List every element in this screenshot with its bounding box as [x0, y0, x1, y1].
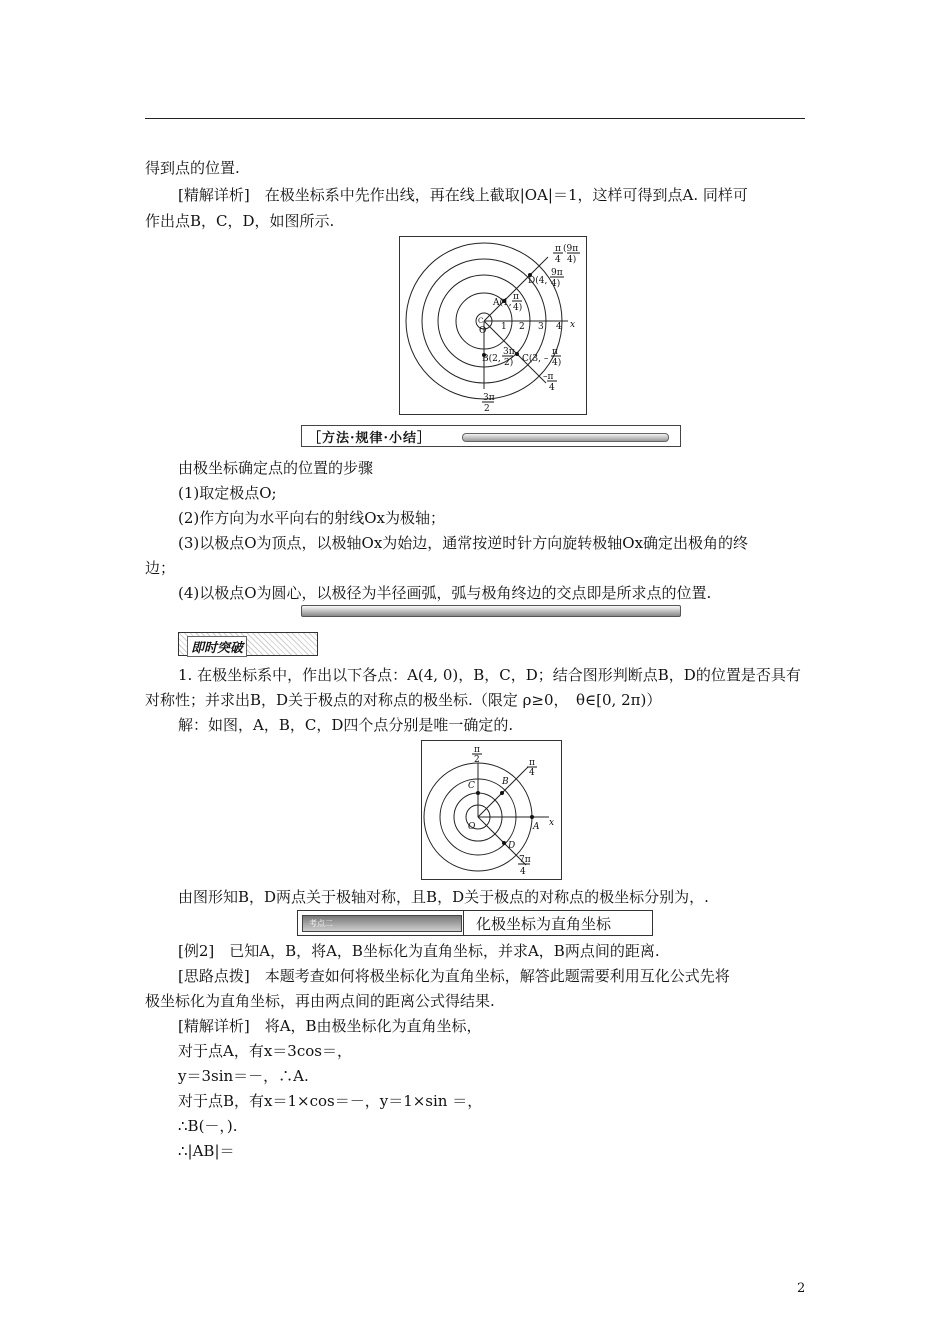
- topic-header-left: [302, 915, 462, 932]
- label-B-den: 2): [504, 358, 514, 368]
- label-D-den: 4): [551, 279, 561, 289]
- topic-header-right: [463, 911, 653, 935]
- label-B: B(2,: [482, 354, 501, 364]
- label-B: B: [502, 777, 509, 787]
- label-O: O: [479, 326, 487, 336]
- tick-2: 2: [519, 322, 525, 332]
- label-C-num: π: [552, 347, 558, 357]
- banner-label: ［方法·规律·小结］: [308, 431, 432, 446]
- label-A-num: π: [513, 292, 519, 302]
- label-pi4-num: π: [555, 244, 561, 254]
- label-C: C(3, –: [522, 354, 549, 364]
- text-line: 边；: [145, 559, 176, 577]
- axis-x: x: [570, 320, 576, 330]
- topic-header: [297, 910, 653, 936]
- text-line: (4)以极点O为圆心，以极径为半径画弧，弧与极角终边的交点即是所求点的位置.: [178, 584, 712, 602]
- label-3pi2-num: 3π: [483, 393, 495, 403]
- label-7pi4-den: 4: [520, 867, 526, 877]
- label-94: (9π: [563, 244, 579, 254]
- label-O: O: [468, 822, 476, 832]
- label-C-den: 4): [552, 358, 562, 368]
- text-line: [精解详析] 将A，B由极坐标化为直角坐标，: [178, 1017, 482, 1035]
- text-line: 极坐标化为直角坐标，再由两点间的距离公式得结果.: [145, 992, 495, 1010]
- tick-3: 3: [538, 322, 544, 332]
- label-B-num: 3π: [503, 347, 515, 357]
- text-line: 得到点的位置.: [145, 159, 240, 177]
- text-line: ∴|AB|＝: [178, 1142, 235, 1160]
- label-D: D(4,: [528, 276, 548, 286]
- label-A: A: [533, 822, 540, 832]
- text-line: ∴B(－，).: [178, 1117, 238, 1135]
- label-C: C: [468, 781, 475, 791]
- label-D-num: 9π: [551, 268, 563, 278]
- label-A: A(1,: [493, 298, 512, 308]
- label-7pi4-num: 7π: [519, 855, 531, 865]
- text-line: (3)以极点O为顶点，以极轴Ox为始边，通常按逆时针方向旋转极轴Ox确定出极角的终: [178, 534, 749, 552]
- text-line: [精解详析] 在极坐标系中先作出线，再在线上截取|OA|＝1，这样可得到点A. 同样可: [178, 186, 748, 204]
- practice-tag: [178, 632, 318, 656]
- text-line: (2)作方向为水平向右的射线Ox为极轴；: [178, 509, 446, 527]
- text-line: 由图形知B，D两点关于极轴对称，且B，D关于极点的对称点的极坐标分别为，.: [178, 888, 709, 906]
- practice-tag-label: 即时突破: [187, 636, 247, 657]
- label-pi2-num: π: [474, 745, 480, 755]
- text-line: 由极坐标确定点的位置的步骤: [178, 459, 374, 477]
- label-pi4-num: π: [529, 758, 535, 768]
- text-line: 1. 在极坐标系中，作出以下各点：A(4, 0)，B，C，D；结合图形判断点B，D的位置是否具有: [178, 666, 801, 684]
- label-pi4-den: 4: [529, 768, 535, 778]
- polar-figure-1-svg: [400, 237, 586, 414]
- label-mpi4-num: –π: [543, 372, 554, 382]
- text-line: [例2] 已知A，B，将A，B坐标化为直角坐标，并求A，B两点间的距离.: [178, 942, 660, 960]
- text-line: 对于点A，有x＝3cos＝，: [178, 1042, 352, 1060]
- text-line: 对于点B，有x＝1×cos＝－，y＝1×sin ＝，: [178, 1092, 483, 1110]
- label-3pi2-den: 2: [484, 404, 490, 414]
- method-summary-banner: [301, 425, 681, 447]
- text-line: 解：如图，A，B，C，D四个点分别是唯一确定的.: [178, 716, 514, 734]
- topic-header-title: 化极坐标为直角坐标: [476, 915, 612, 933]
- label-D: D: [508, 841, 516, 851]
- text-line: y＝3sin＝－，∴A.: [178, 1067, 309, 1085]
- text-line: [思路点拨] 本题考查如何将极坐标化为直角坐标，解答此题需要利用互化公式先将: [178, 967, 730, 985]
- label-pi2-den: 2: [474, 755, 480, 765]
- text-line: 作出点B，C，D，如图所示.: [145, 212, 335, 230]
- text-line: 对称性；并求出B，D关于极点的对称点的极坐标.（限定 ρ≥0， θ∈[0, 2π)）: [145, 691, 662, 709]
- header-rule: [145, 118, 805, 119]
- polar-figure-1: [399, 236, 587, 415]
- label-A-den: 4): [513, 303, 523, 313]
- tick-1: 1: [501, 322, 507, 332]
- polar-figure-2-svg: [422, 741, 561, 879]
- page-number: 2: [797, 1281, 806, 1296]
- topic-header-left-label: 考点二: [309, 919, 333, 928]
- label-C-small: C: [478, 317, 484, 325]
- axis-x: x: [549, 818, 555, 828]
- label-mpi4-den: 4: [549, 383, 555, 393]
- label-94-den: 4): [567, 255, 577, 265]
- tick-4: 4: [556, 322, 562, 332]
- text-line: (1)取定极点O;: [178, 484, 277, 502]
- polar-figure-2: [421, 740, 562, 880]
- label-pi4-den: 4: [555, 255, 561, 265]
- summary-end-bar: [301, 605, 681, 617]
- banner-bar: [462, 433, 669, 442]
